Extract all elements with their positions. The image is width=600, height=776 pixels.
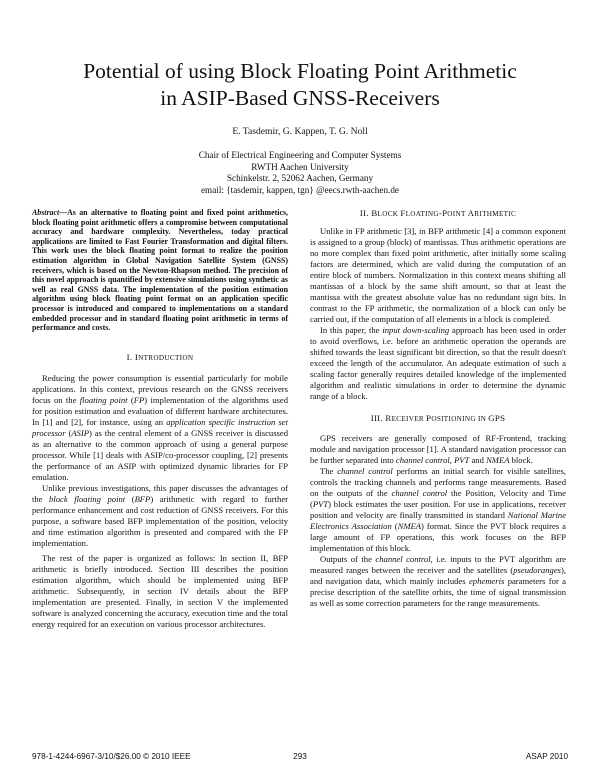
intro-paragraph-3: The rest of the paper is organized as follows: In section II, BFP arithmetic is briefly introduced. Section III describes the position estimation algorithm, which should be implemented using BFP arithmetic. Subsequently, in section IV details about the BFP implementation are presented. Finally, in section V the implemented software is analyzed concerning the accuracy, execution time and the total energy required for an execution on various processor architectures. xyxy=(32,552,288,629)
section-heading-gps: III. RECEIVER POSITIONING IN GPS xyxy=(370,413,506,423)
intro-paragraph-2: Unlike previous investigations, this paper discusses the advantages of the block floating point (BFP) arithmetic with regard to further performance enhancement and cost reduction of GNSS receivers. For this purpose, a software based BFP implementation of the position, velocity and time estimation algorithm is presented and compared with the FP implementation. xyxy=(32,482,289,548)
authors: E. Tasdemir, G. Kappen, T. G. Noll xyxy=(232,126,368,137)
footer-isbn: 978-1-4244-6967-3/10/$26.00 © 2010 IEEE xyxy=(32,752,191,761)
footer-venue: ASAP 2010 xyxy=(525,752,568,761)
affiliation xyxy=(0,150,600,196)
title-line-1: Potential of using Block Floating Point Arithmetic xyxy=(83,59,517,83)
gps-paragraph-1: GPS receivers are generally composed of RF-Frontend, tracking module and navigation processor [1]. A standard navigation processor can be further separated into channel control, PVT and NMEA block. xyxy=(310,433,566,465)
bfp-paragraph-2: In this paper, the input down-scaling approach has been used in order to avoid overflows, i.e. before an arithmetic operation the operands are shifted towards the least significant bit direction, so that the result doesn't exceed the length of the accumulator. An adequate estimation of such a scaling factor generally requires detailed knowledge of the implemented algorithm and realistic simulations in order to determine the dynamic range of a block. xyxy=(310,325,567,401)
abstract xyxy=(32,208,288,333)
left-column xyxy=(32,208,288,630)
page-footer xyxy=(0,752,600,766)
paper-title xyxy=(30,58,570,112)
abstract-label: Abstract xyxy=(32,208,60,217)
affiliation-email: email: {tasdemir, kappen, tgn} @eecs.rwth-aachen.de xyxy=(200,184,400,195)
affiliation-line-2: RWTH Aachen University xyxy=(251,161,349,172)
bfp-paragraph-1: Unlike in FP arithmetic [3], in BFP arithmetic [4] a common exponent is assigned to a group (block) of mantissas. Thus arithmetic operations are no more complex than fixed point arithmetic, after initially some scaling factors are determined, which are valid during the computation of an entire block of numbers. Normalization in this context means shifting all mantissas of a block by the same shift amount, so that at least the mantissa with the greatest absolute value has no redundant sign bits. In contrast to the FP arithmetic, the normalization of a block can only be carried out, if the computation of all elements in a block is completed. xyxy=(310,226,566,324)
page-number: 293 xyxy=(293,752,307,761)
section-heading-bfp: II. BLOCK FLOATING-POINT ARITHMETIC xyxy=(359,208,517,218)
affiliation-line-1: Chair of Electrical Engineering and Computer Systems xyxy=(198,150,402,160)
gps-paragraph-2: The channel control performs an initial search for visible satellites, controls the tracking channels and performs range measurements. Based on the outputs of the channel control the Position, Velocity and Time (PVT) block estimates the user position. For use in applications, receiver position and velocity are finally transmitted in standard National Marine Electronics Association (NMEA) format. Since the PVT block requires a large amount of FP operations, this work focuses on the BFP implementation of this block. xyxy=(310,466,567,553)
abstract-text: —As an alternative to floating point and fixed point arithmetics, block floating point arithmetic offers a compromise between computational accuracy and hardware complexity. Nevertheless, today practical applications are limited to Fast Fourier Transformation and digital filters. This work uses the block floating point format to realize the position estimation algorithm in Global Navigation Satellite System (GNSS) receivers, which is based on the Newton-Rhapson method. The precision of this novel approach is quantified by extensive simulations using synthetic as well as real GNSS data. The implementation of the position estimation algorithm using block floating point format on an application specific processor is introduced and compared to implementations on a standard embedded processor and in standard floating point arithmetic in terms of performance and costs. xyxy=(32,208,288,333)
gps-paragraph-3: Outputs of the channel control, i.e. inputs to the PVT algorithm are measured ranges between the receiver and the satellites (pseudoranges), and navigation data, which mainly includes ephemeris parameters for a precise description of the satellite orbits, the time of signal transmission as well as some correction parameters for the range measurements. xyxy=(310,554,567,608)
affiliation-line-3: Schinkelstr. 2, 52062 Aachen, Germany xyxy=(226,173,374,184)
right-column xyxy=(310,208,566,609)
section-heading-introduction: I. INTRODUCTION xyxy=(126,351,194,362)
intro-paragraph-1: Reducing the power consumption is essential particularly for mobile applications. In this context, previous research on the GNSS receivers focus on the floating point (FP) implementation of the algorithms used for position estimation and evaluation of different hardware architectures. In [1] and [2], for instance, using an application specific instruction set processor (ASIP) as the central element of a GNSS receiver is discussed as an alternative to the common approach of using a general purpose processor. While [1] deals with ASIP/co-processor coupling, [2] presents the performance of an ASIP with optimized dynamic libraries for FP emulation. xyxy=(32,372,288,482)
title-line-2: in ASIP-Based GNSS-Receivers xyxy=(160,86,440,110)
